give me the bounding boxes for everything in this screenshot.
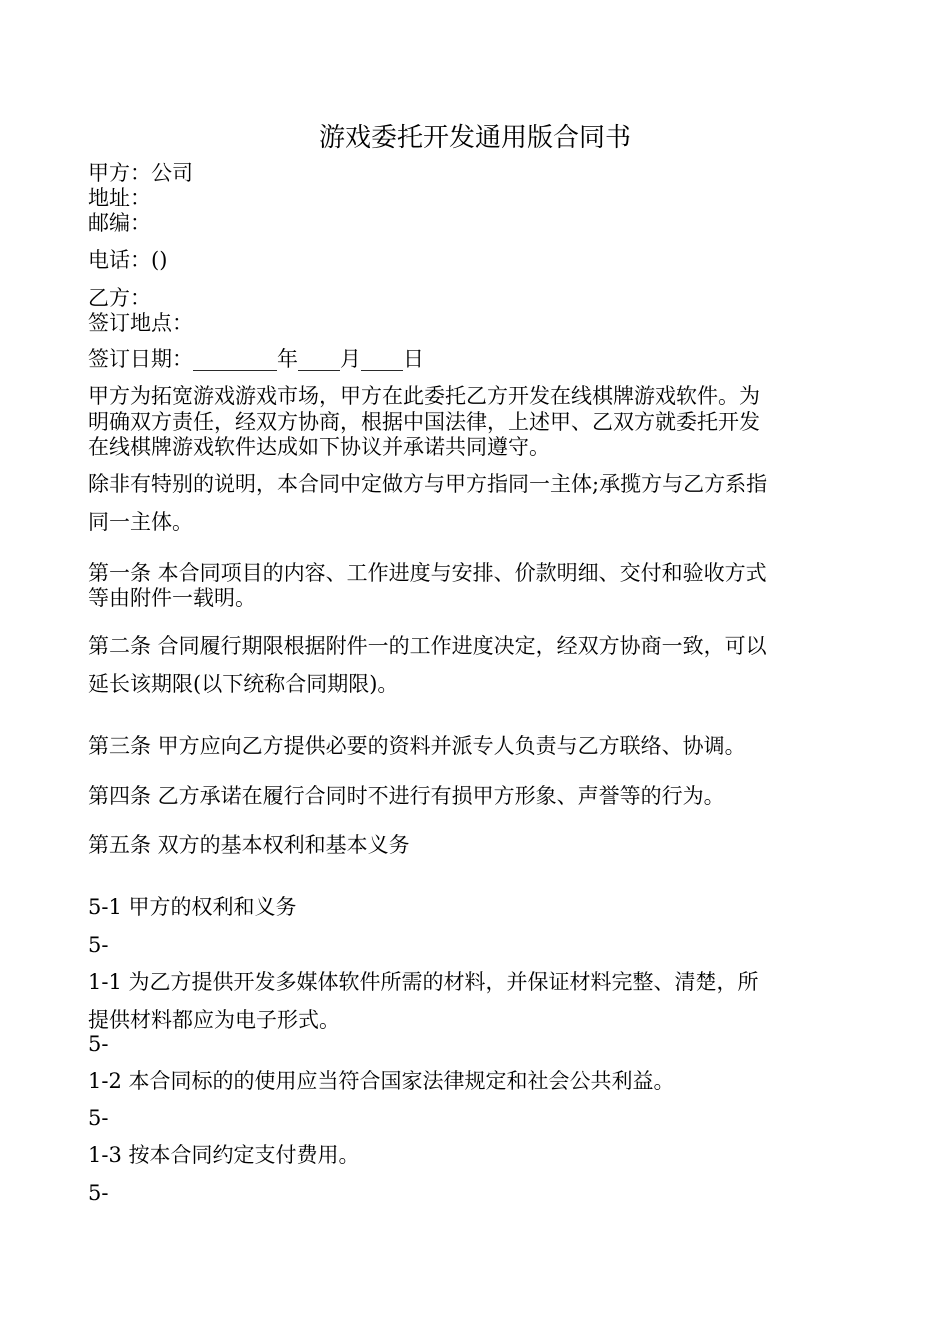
- party-b-line: 乙方：: [88, 286, 151, 310]
- document-title: 游戏委托开发通用版合同书: [318, 123, 631, 153]
- article-5-line: 第五条 双方的基本权利和基本义务: [88, 833, 410, 857]
- article-1-line-2: 等由附件一载明。: [88, 586, 256, 610]
- clause-1-3-line: 1-3 按本合同约定支付费用。: [88, 1143, 360, 1167]
- clause-1-2-line: 1-2 本合同标的的使用应当符合国家法律规定和社会公共利益。: [88, 1069, 675, 1093]
- section-prefix-4: 5-: [88, 1181, 109, 1205]
- section-prefix-2: 5-: [88, 1032, 109, 1056]
- postcode-line: 邮编：: [88, 211, 151, 235]
- article-2-line-1: 第二条 合同履行期限根据附件一的工作进度决定，经双方协商一致，可以: [88, 634, 767, 658]
- phone-line: 电话：(): [88, 248, 168, 272]
- sign-date-line: 签订日期：________年____月____日: [88, 347, 424, 371]
- section-prefix-3: 5-: [88, 1106, 109, 1130]
- note-line-1: 除非有特别的说明，本合同中定做方与甲方指同一主体;承揽方与乙方系指: [88, 472, 768, 496]
- article-1-line-1: 第一条 本合同项目的内容、工作进度与安排、价款明细、交付和验收方式: [88, 561, 767, 585]
- article-2-line-2: 延长该期限(以下统称合同期限)。: [88, 672, 399, 696]
- clause-1-1-line-2: 提供材料都应为电子形式。: [88, 1008, 340, 1032]
- address-line: 地址：: [88, 186, 151, 210]
- note-line-2: 同一主体。: [88, 510, 193, 534]
- section-5-1-heading: 5-1 甲方的权利和义务: [88, 895, 297, 919]
- article-4-line: 第四条 乙方承诺在履行合同时不进行有损甲方形象、声誉等的行为。: [88, 784, 725, 808]
- intro-line-1: 甲方为拓宽游戏游戏市场，甲方在此委托乙方开发在线棋牌游戏软件。为: [88, 384, 760, 408]
- section-prefix-1: 5-: [88, 933, 109, 957]
- intro-line-3: 在线棋牌游戏软件达成如下协议并承诺共同遵守。: [88, 435, 550, 459]
- party-a-line: 甲方：公司: [88, 161, 193, 185]
- intro-line-2: 明确双方责任，经双方协商，根据中国法律，上述甲、乙双方就委托开发: [88, 410, 760, 434]
- clause-1-1-line-1: 1-1 为乙方提供开发多媒体软件所需的材料，并保证材料完整、清楚，所: [88, 970, 759, 994]
- article-3-line: 第三条 甲方应向乙方提供必要的资料并派专人负责与乙方联络、协调。: [88, 734, 746, 758]
- sign-place-line: 签订地点：: [88, 311, 193, 335]
